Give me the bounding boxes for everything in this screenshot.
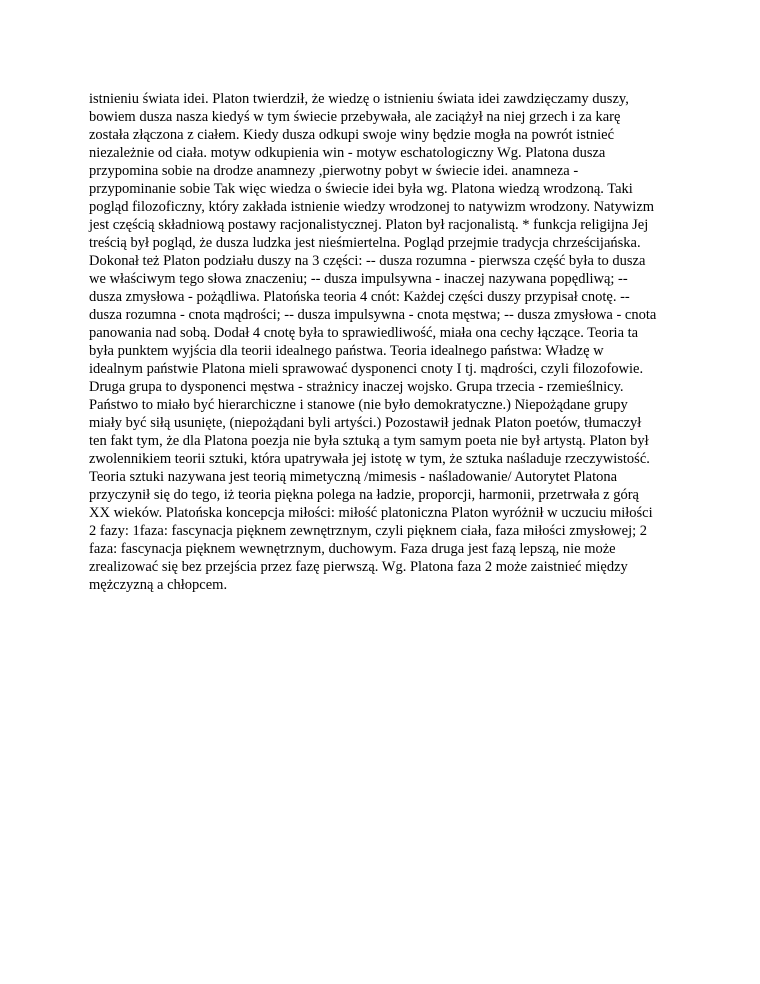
text-line: Druga grupa to dysponenci męstwa - strażnicy inaczej wojsko. Grupa trzecia - rzemieślnicy. (89, 379, 624, 395)
body-text (89, 90, 679, 594)
text-line: treścią był pogląd, że dusza ludzka jest nieśmiertelna. Pogląd przejmie tradycja chrześcijańska. (89, 235, 641, 251)
text-line: miały być siłą usunięte, (niepożądani byli artyści.) Pozostawił jednak Platon poetów, tłumaczył (89, 415, 642, 431)
text-line: idealnym państwie Platona mieli sprawować dysponenci cnoty I tj. mądrości, czyli filozofowie. (89, 361, 644, 377)
text-line: istnieniu świata idei. Platon twierdził, że wiedzę o istnieniu świata idei zawdzięczamy duszy, (89, 91, 629, 107)
text-line: 2 fazy: 1faza: fascynacja pięknem zewnętrznym, czyli pięknem ciała, faza miłości zmysłowej; 2 (89, 523, 648, 539)
text-line: była punktem wyjścia dla teorii idealnego państwa. Teoria idealnego państwa: Władzę w (89, 343, 604, 359)
text-line: przyczynił się do tego, iż teoria piękna polega na ładzie, proporcji, harmonii, przetrwała z górą (89, 487, 639, 503)
text-line: panowania nad sobą. Dodał 4 cnotę była to sprawiedliwość, miała ona cechy łączące. Teoria ta (89, 325, 639, 341)
text-line: Dokonał też Platon podziału duszy na 3 części: -- dusza rozumna - pierwsza część była to dusza (89, 253, 646, 269)
text-line: została złączona z ciałem. Kiedy dusza odkupi swoje winy będzie mogła na powrót istnieć (89, 127, 615, 143)
text-line: jest częścią składniową postawy racjonalistycznej. Platon był racjonalistą. * funkcja religijna Jej (89, 217, 649, 233)
text-line: niezależnie od ciała. motyw odkupienia win - motyw eschatologiczny Wg. Platona dusza (89, 145, 606, 161)
text-line: mężczyzną a chłopcem. (89, 577, 228, 593)
text-line: XX wieków. Platońska koncepcja miłości: miłość platoniczna Platon wyróżnił w uczuciu miłości (89, 505, 653, 521)
text-line: dusza rozumna - cnota mądrości; -- dusza impulsywna - cnota męstwa; -- dusza zmysłowa - cnota (89, 307, 657, 323)
text-line: pogląd filozoficzny, który zakłada istnienie wiedzy wrodzonej to natywizm wrodzony. Natywizm (89, 199, 655, 215)
text-line: zwolennikiem teorii sztuki, która upatrywała jej istotę w tym, że sztuka naśladuje rzeczywistość. (89, 451, 650, 467)
text-line: bowiem dusza nasza kiedyś w tym świecie przebywała, ale zaciążył na niej grzech i za karę (89, 109, 621, 125)
text-line: we właściwym tego słowa znaczeniu; -- dusza impulsywna - inaczej nazywana popędliwą; -- (89, 271, 628, 287)
text-line: zrealizować się bez przejścia przez fazę pierwszą. Wg. Platona faza 2 może zaistnieć między (89, 559, 628, 575)
text-line: przypomina sobie na drodze anamnezy ,pierwotny pobyt w świecie idei. anamneza - (89, 163, 579, 179)
text-line: Teoria sztuki nazywana jest teorią mimetyczną /mimesis - naśladowanie/ Autorytet Platona (89, 469, 618, 485)
text-line: przypominanie sobie Tak więc wiedza o świecie idei była wg. Platona wiedzą wrodzoną. Taki (89, 181, 633, 197)
text-line: ten fakt tym, że dla Platona poezja nie była sztuką a tym samym poeta nie był artystą. Platon był (89, 433, 649, 449)
text-line: faza: fascynacja pięknem wewnętrznym, duchowym. Faza druga jest fazą lepszą, nie może (89, 541, 616, 557)
text-line: dusza zmysłowa - pożądliwa. Platońska teoria 4 cnót: Każdej części duszy przypisał cnotę. -- (89, 289, 630, 305)
text-line: Państwo to miało być hierarchiczne i stanowe (nie było demokratyczne.) Niepożądane grupy (89, 397, 628, 413)
